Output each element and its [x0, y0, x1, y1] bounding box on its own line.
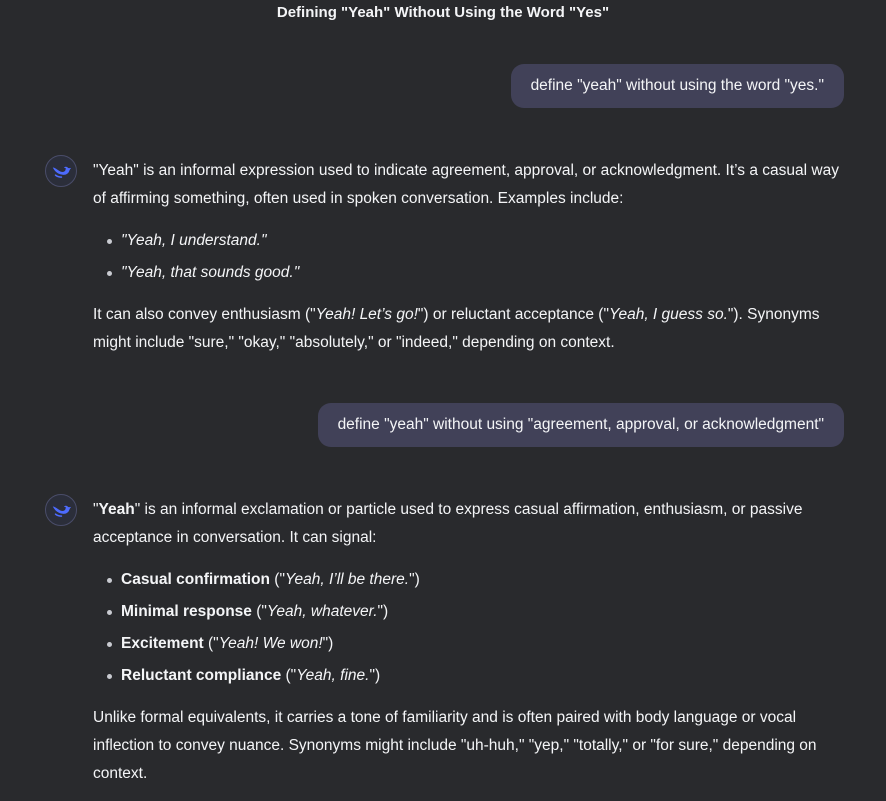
deepseek-whale-icon [50, 160, 72, 182]
assistant-message [93, 496, 853, 788]
example-list [93, 225, 853, 289]
assistant-message [93, 157, 853, 357]
list-item: Minimal response ("Yeah, whatever.") [93, 596, 853, 628]
assistant-intro: "Yeah" is an informal expression used to indicate agreement, approval, or acknowledgment. It’s a casual way of affirming something, often used in spoken conversation. Examples include: [93, 162, 839, 207]
list-item: "Yeah, that sounds good." [93, 257, 853, 289]
list-item: Excitement ("Yeah! We won!") [93, 628, 853, 660]
user-message-bubble: define "yeah" without using the word "yes." [511, 64, 844, 108]
user-message-bubble: define "yeah" without using "agreement, approval, or acknowledgment" [318, 403, 844, 447]
deepseek-whale-icon [50, 499, 72, 521]
list-item: Reluctant compliance ("Yeah, fine.") [93, 660, 853, 692]
signal-list [93, 564, 853, 692]
assistant-intro: "Yeah" is an informal exclamation or particle used to express casual affirmation, enthusiasm, or passive acceptance in conversation. It can signal: [93, 501, 803, 546]
list-item: "Yeah, I understand." [93, 225, 853, 257]
assistant-outro: It can also convey enthusiasm ("Yeah! Let’s go!") or reluctant acceptance ("Yeah, I guess so."). Synonyms might include "sure," "okay," "absolutely," or "indeed," depending on context. [93, 306, 820, 351]
list-item: Casual confirmation ("Yeah, I’ll be there.") [93, 564, 853, 596]
conversation-title: Defining "Yeah" Without Using the Word "Yes" [276, 4, 610, 21]
assistant-outro: Unlike formal equivalents, it carries a tone of familiarity and is often paired with body language or vocal inflection to convey nuance. Synonyms might include "uh-huh," "yep," "totally," or "for sure," depending on context. [93, 709, 817, 782]
assistant-avatar [45, 155, 77, 187]
assistant-avatar [45, 494, 77, 526]
